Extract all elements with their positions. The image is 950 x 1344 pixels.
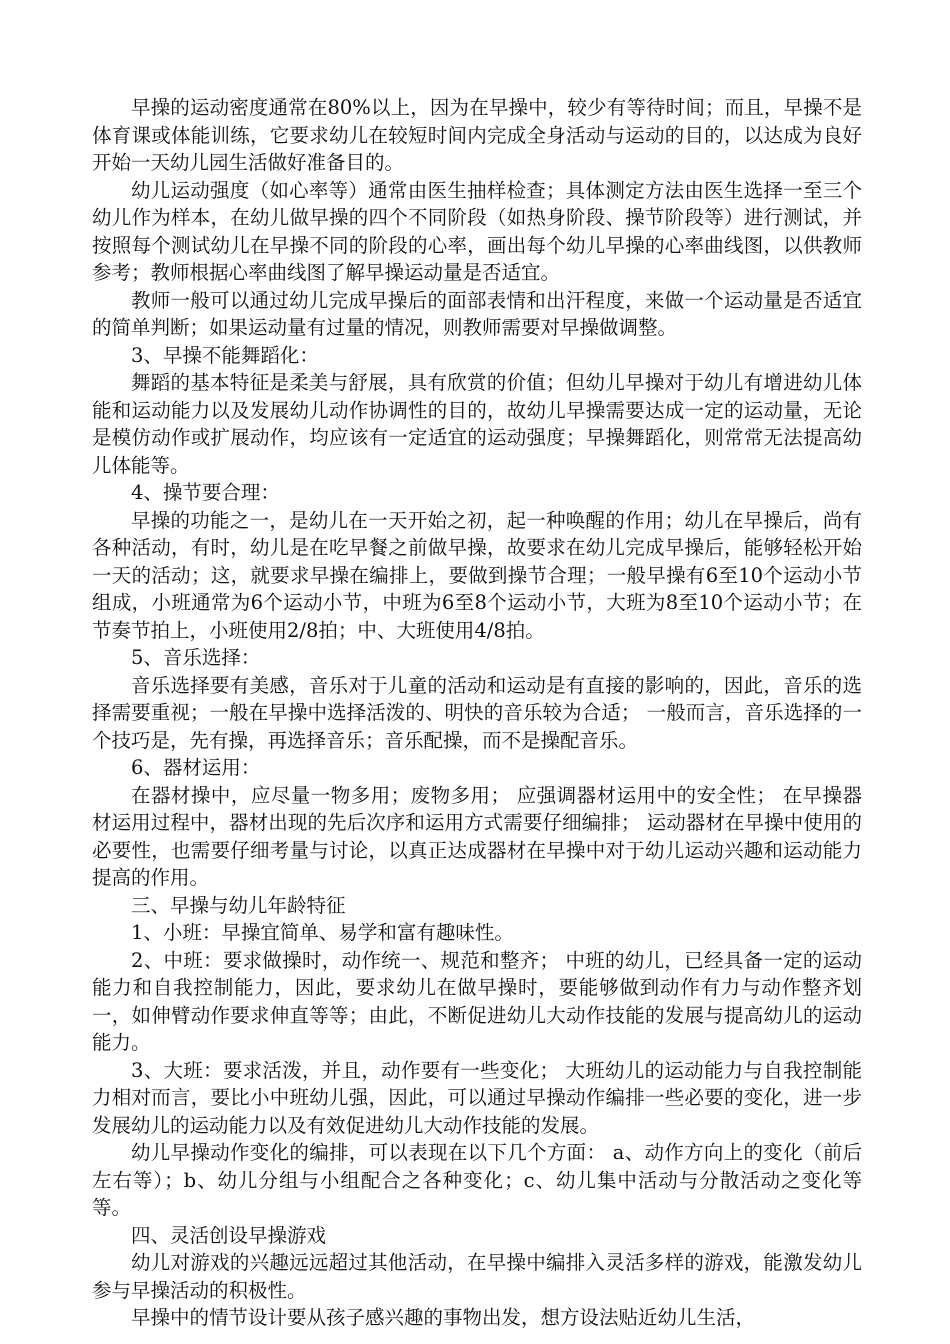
section-heading: 6、器材运用： [131, 756, 261, 779]
document-page [92, 94, 862, 1332]
chapter-heading: 四、灵活创设早操游戏 [131, 1223, 327, 1247]
paragraph: 早操的功能之一，是幼儿在一天开始之初，起一种唤醒的作用；幼儿在早操后，尚有各种活动，有时，幼儿是在吃早餐之前做早操，故要求在幼儿完成早操后，能够轻松开始一天的活动；这，就要求早操在编排上，要做到操节合理；一般早操有6至10个运动小节组成，小班通常为6个运动小节，中班为6至8个运动小节，大班为8至10个运动小节；在节奏节拍上，小班使用2/8拍；中、大班使用4/8拍。 [92, 508, 862, 642]
chapter-heading: 三、早操与幼儿年龄特征 [131, 893, 346, 917]
section-heading: 3、早操不能舞蹈化： [131, 343, 319, 367]
paragraph: 1、小班：早操宜简单、易学和富有趣味性。 [131, 921, 514, 944]
paragraph: 幼儿运动强度（如心率等）通常由医生抽样检查；具体测定方法由医生选择一至三个幼儿作为样本，在幼儿做早操的四个不同阶段（如热身阶段、操节阶段等）进行测试，并按照每个测试幼儿在早操不同的阶段的心率，画出每个幼儿早操的心率曲线图，以供教师参考；教师根据心率曲线图了解早操运动量是否适宜。 [92, 178, 862, 284]
paragraph: 2、中班：要求做操时，动作统一、规范和整齐； 中班的幼儿，已经具备一定的运动能力和自我控制能力，因此，要求幼儿在做早操时，要能够做到动作有力与动作整齐划一，如伸臂动作要求伸直等等；由此，不断促进幼儿大动作技能的发展与提高幼儿的运动能力。 [92, 948, 862, 1054]
section-heading: 5、音乐选择： [131, 646, 261, 669]
paragraph: 早操中的情节设计要从孩子感兴趣的事物出发，想方设法贴近幼儿生活， [131, 1306, 756, 1329]
paragraph: 幼儿早操动作变化的编排，可以表现在以下几个方面： a、动作方向上的变化（前后左右等）；b、幼儿分组与小组配合之各种变化；c、幼儿集中活动与分散活动之变化等等。 [92, 1141, 862, 1219]
paragraph: 教师一般可以通过幼儿完成早操后的面部表情和出汗程度，来做一个运动量是否适宜的简单判断；如果运动量有过量的情况，则教师需要对早操做调整。 [92, 288, 862, 339]
paragraph: 音乐选择要有美感，音乐对于儿童的活动和运动是有直接的影响的，因此，音乐的选择需要重视；一般在早操中选择活泼的、明快的音乐较为合适； 一般而言，音乐选择的一个技巧是，先有操，再选择音乐；音乐配操，而不是操配音乐。 [92, 673, 862, 752]
section-heading: 4、操节要合理： [131, 481, 280, 504]
paragraph: 3、大班：要求活泼，并且，动作要有一些变化； 大班幼儿的运动能力与自我控制能力相对而言，要比小中班幼儿强，因此，可以通过早操动作编排一些必要的变化，进一步发展幼儿的运动能力以及有效促进幼儿大动作技能的发展。 [92, 1058, 862, 1137]
paragraph: 舞蹈的基本特征是柔美与舒展，具有欣赏的价值；但幼儿早操对于幼儿有增进幼儿体能和运动能力以及发展幼儿动作协调性的目的，故幼儿早操需要达成一定的运动量，无论是模仿动作或扩展动作，均应该有一定适宜的运动强度；早操舞蹈化，则常常无法提高幼儿体能等。 [92, 371, 862, 477]
paragraph: 幼儿对游戏的兴趣远远超过其他活动，在早操中编排入灵活多样的游戏，能激发幼儿参与早操活动的积极性。 [92, 1251, 862, 1302]
paragraph: 早操的运动密度通常在80%以上，因为在早操中，较少有等待时间；而且，早操不是体育课或体能训练，它要求幼儿在较短时间内完成全身活动与运动的目的，以达成为良好开始一天幼儿园生活做好准备目的。 [92, 96, 862, 174]
paragraph: 在器材操中，应尽量一物多用；废物多用； 应强调器材运用中的安全性； 在早操器材运用过程中，器材出现的先后次序和运用方式需要仔细编排； 运动器材在早操中使用的必要性，也需要仔细考量与讨论，以真正达成器材在早操中对于幼儿运动兴趣和运动能力提高的作用。 [92, 783, 862, 889]
